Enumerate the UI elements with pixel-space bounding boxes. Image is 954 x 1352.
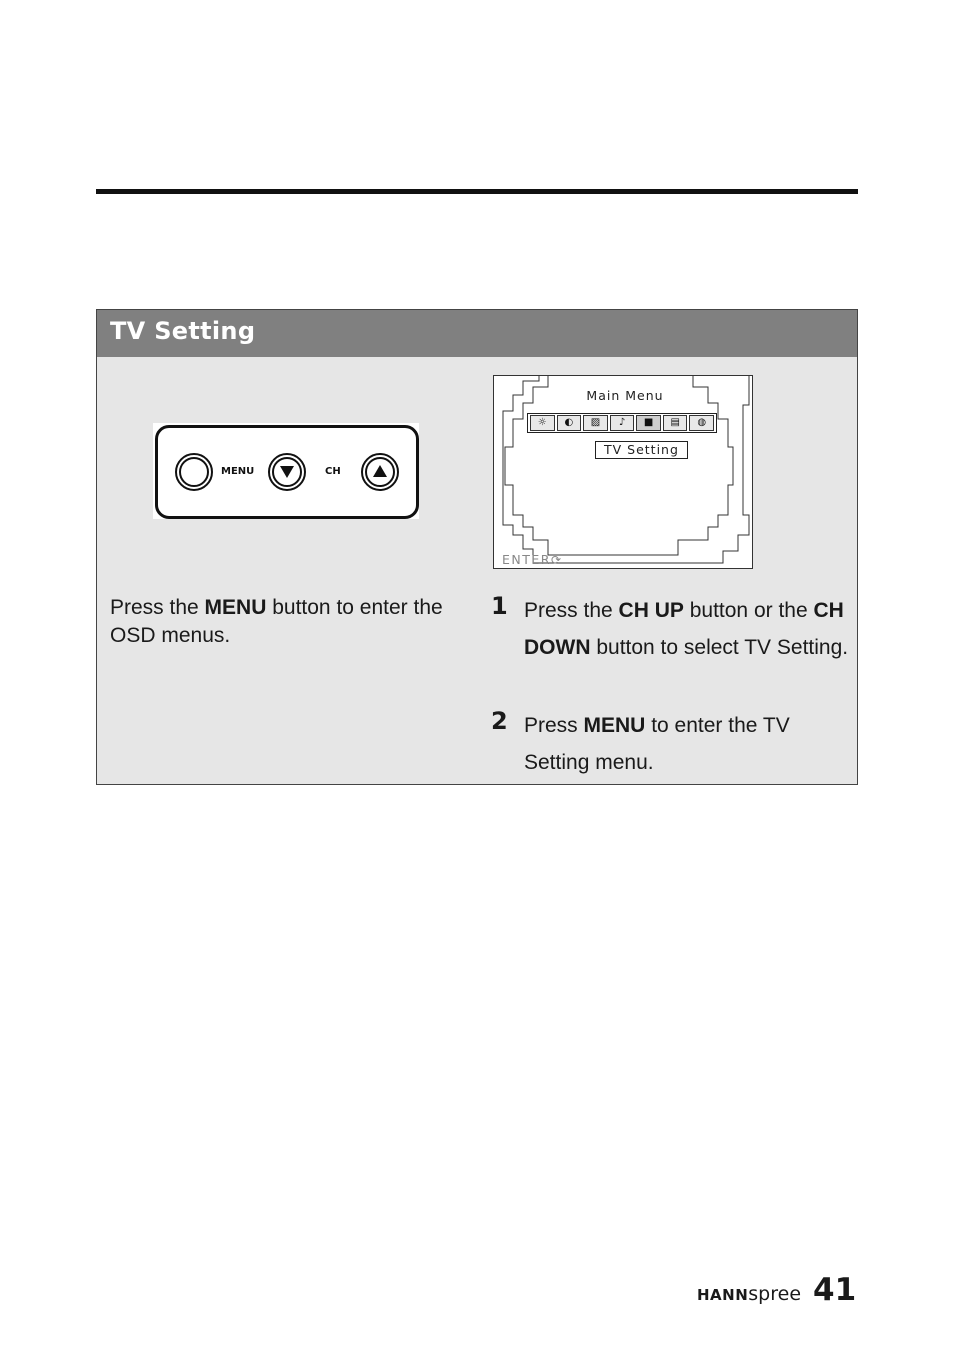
audio-icon: ♪	[610, 415, 635, 431]
step-text-part: Press the	[524, 599, 619, 622]
step-text	[524, 708, 854, 781]
step-text-bold: CH DOWN	[524, 599, 844, 659]
step-text-bold: CH UP	[618, 599, 684, 622]
contrast-icon: ◐	[557, 415, 582, 431]
remote-body	[155, 425, 419, 519]
up-arrow-icon	[373, 465, 387, 477]
osd-icon-bar	[527, 413, 717, 433]
left-text-bold: MENU	[204, 596, 267, 619]
left-text-part: Press the	[110, 596, 205, 619]
osd-enter-label: ENTER	[502, 552, 551, 567]
brand-light: spree	[748, 1283, 802, 1305]
left-text-part: button to enter the OSD menus.	[110, 596, 443, 647]
step-text-part: button or the	[683, 599, 814, 622]
globe-icon: ◍	[689, 415, 714, 431]
osd-enter-hint	[502, 552, 563, 567]
menu-label: MENU	[221, 466, 255, 477]
teletext-icon: ▤	[663, 415, 688, 431]
step-text	[524, 593, 854, 666]
panel-title: TV Setting	[110, 317, 256, 345]
down-arrow-icon	[280, 466, 294, 478]
osd-title: Main Menu	[586, 388, 664, 403]
enter-arrow-icon: ⟳	[550, 553, 563, 567]
step-text-part: button to select TV Setting.	[590, 635, 849, 659]
step-text-part: Press	[524, 714, 584, 737]
tv-setting-panel	[96, 309, 858, 785]
step-text-part: to enter the TV Setting menu.	[524, 714, 790, 774]
page-number: 41	[813, 1272, 857, 1308]
tv-icon: ■	[636, 415, 661, 431]
ch-down-button-icon	[268, 453, 306, 491]
ch-up-button-icon	[361, 453, 399, 491]
osd-selected-label: TV Setting	[595, 441, 688, 459]
menu-button-icon	[175, 453, 213, 491]
panel-header	[97, 310, 857, 357]
step-number: 2	[491, 707, 508, 735]
osd-frame	[493, 375, 753, 569]
remote-illustration	[153, 423, 419, 519]
osd-main-menu-illustration	[493, 375, 753, 569]
ch-label: CH	[325, 466, 341, 477]
top-rule	[96, 189, 858, 194]
left-description	[110, 594, 470, 650]
picture-icon: ▨	[583, 415, 608, 431]
step-number: 1	[491, 592, 508, 620]
step-text-bold: MENU	[583, 714, 646, 737]
brand-bold: HANN	[697, 1286, 749, 1304]
brightness-icon: ☼	[530, 415, 555, 431]
brand-logo	[697, 1283, 801, 1306]
